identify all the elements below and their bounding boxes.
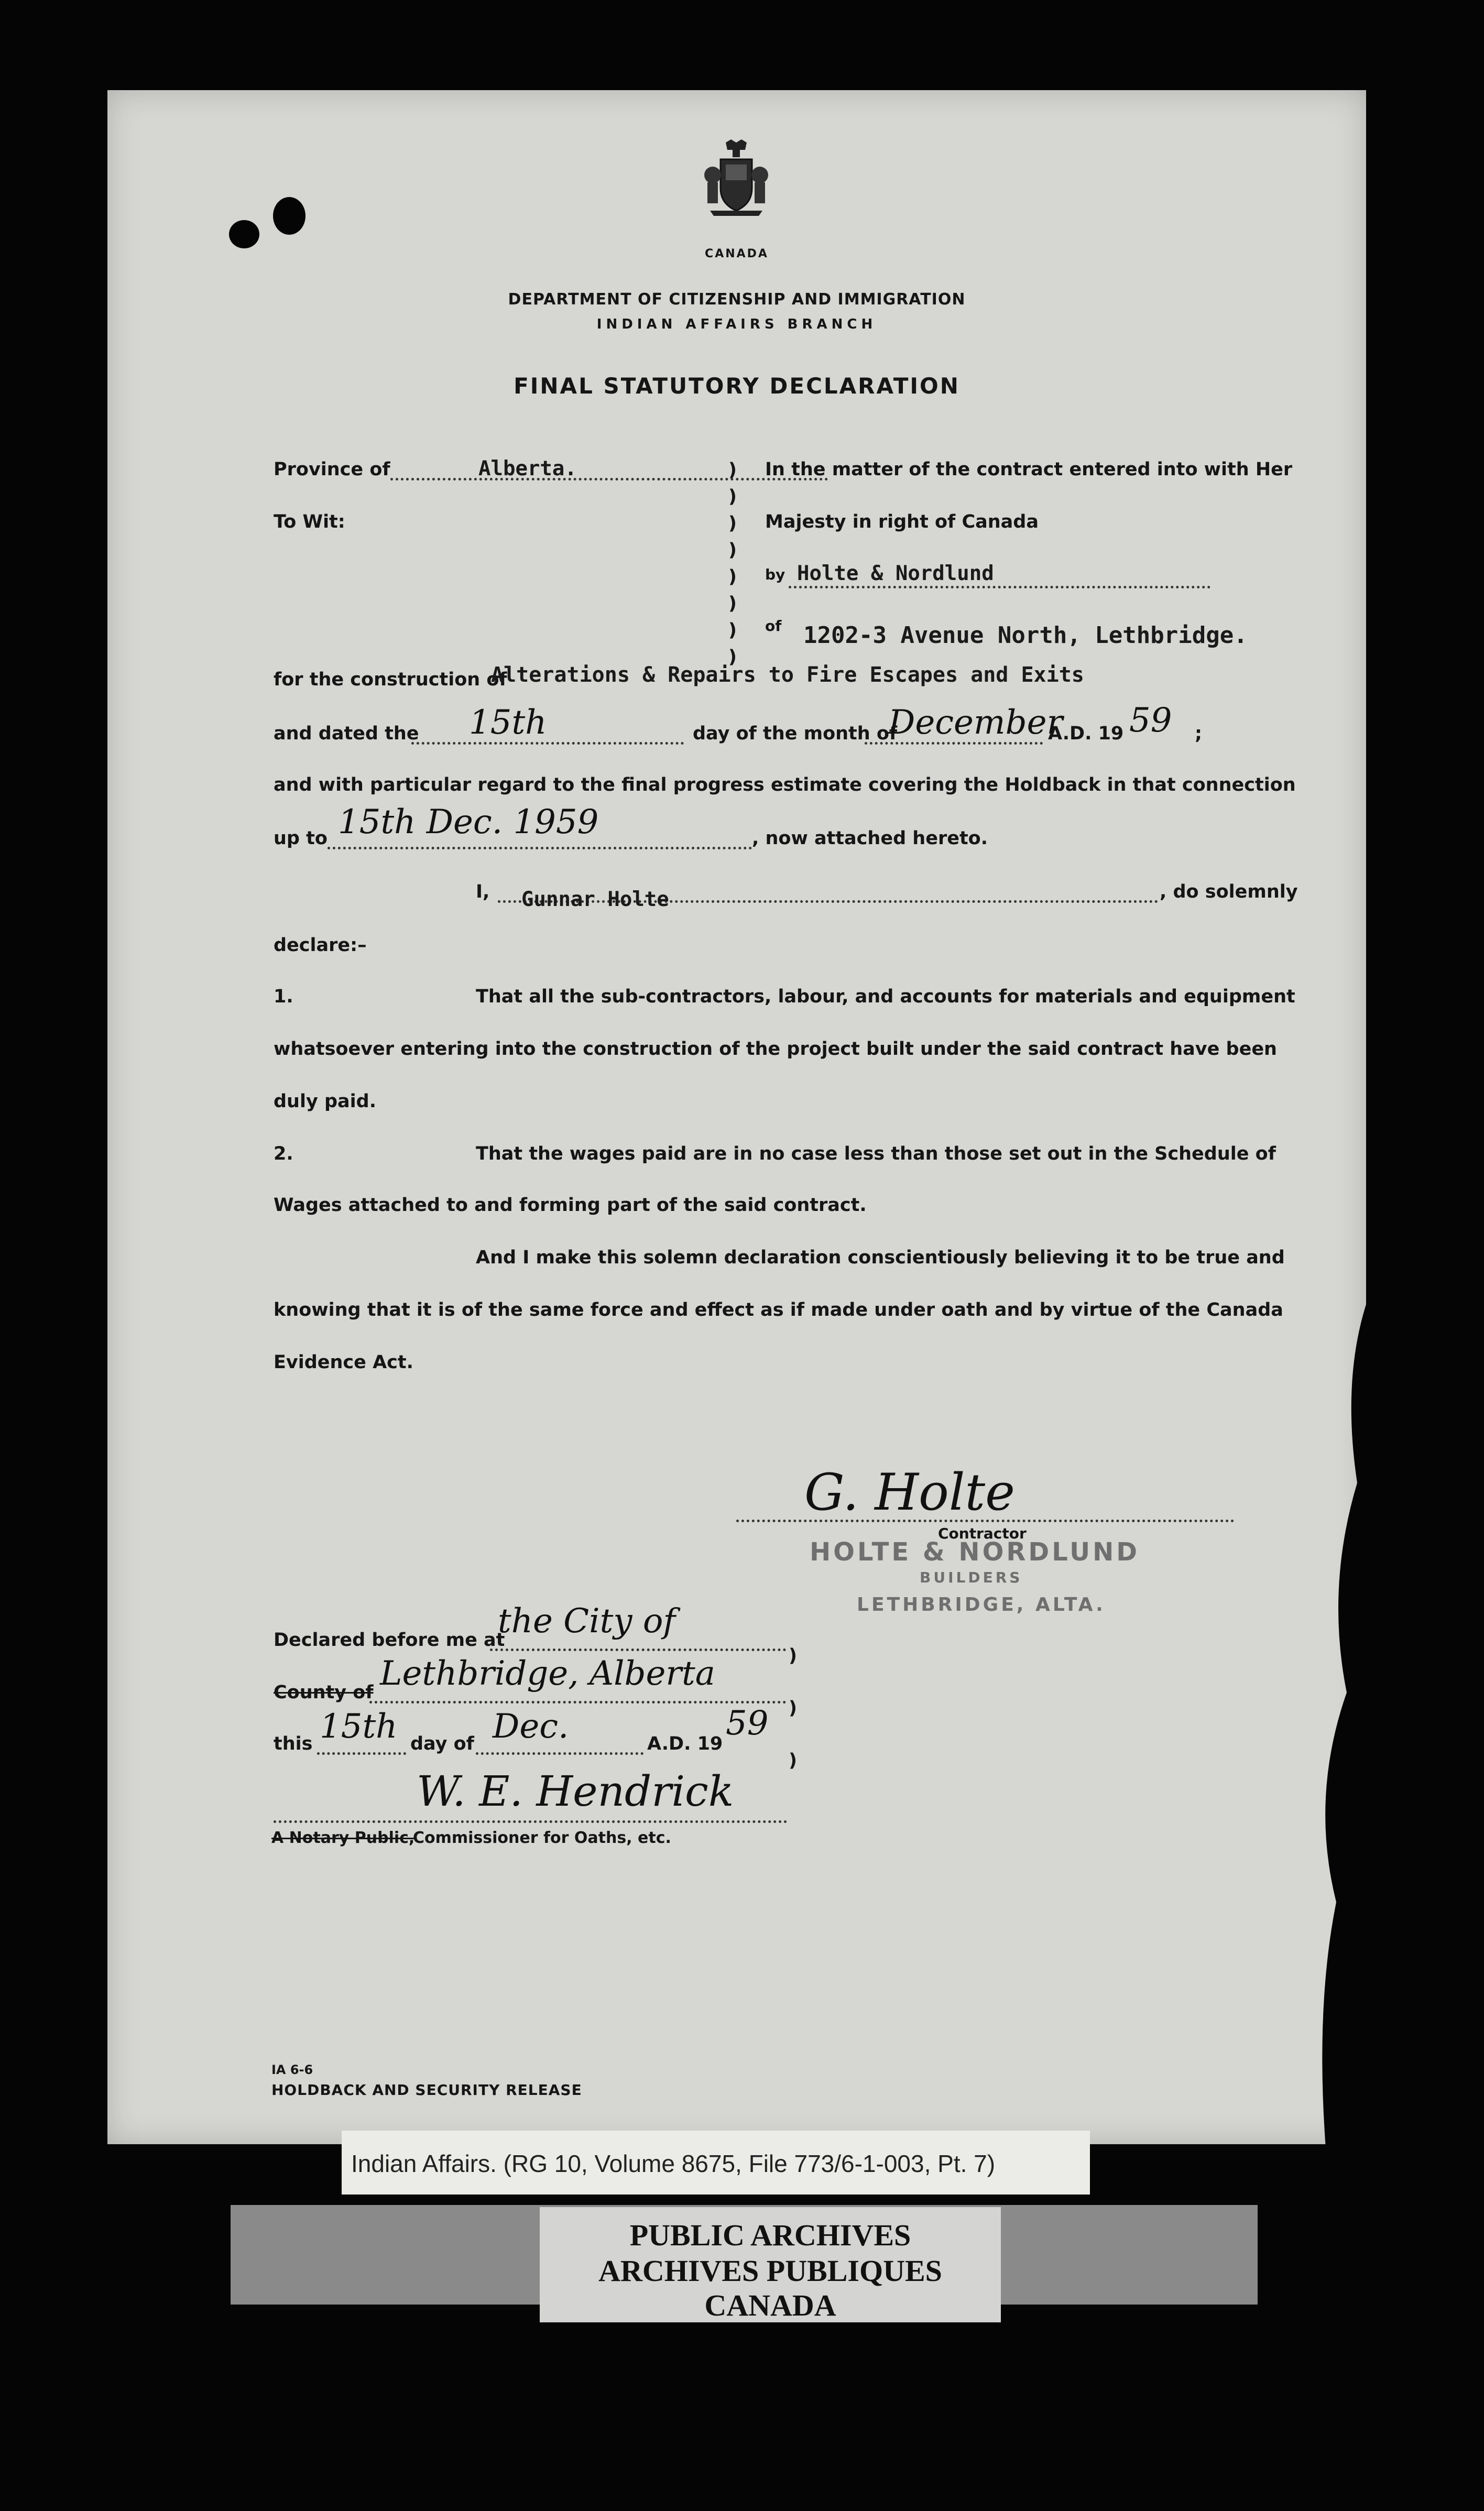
of-label: of	[765, 617, 782, 635]
year-value: 59	[1129, 701, 1172, 740]
declared-year-value: 59	[726, 1704, 769, 1743]
company-stamp-line-1: HOLTE & NORDLUND	[810, 1537, 1140, 1567]
clause-1-line-3: duly paid.	[274, 1091, 376, 1112]
form-title: HOLDBACK AND SECURITY RELEASE	[271, 2081, 582, 2099]
solemnly-text: , do solemnly	[1160, 881, 1298, 902]
torn-edge	[1279, 1221, 1373, 2148]
commissioner-signature: W. E. Hendrick	[417, 1767, 734, 1816]
declared-bracket: ) ) )	[789, 1645, 797, 1771]
this-label: this	[274, 1733, 313, 1754]
canada-coat-of-arms-icon	[702, 138, 770, 217]
i-label: I,	[476, 881, 490, 902]
punch-hole	[229, 220, 259, 248]
branch-heading: INDIAN AFFAIRS BRANCH	[596, 316, 877, 332]
regard-text: and with particular regard to the final progress estimate covering the Holdback in that connection	[274, 774, 1296, 795]
declare-text: declare:–	[274, 935, 367, 956]
province-label: Province of	[274, 459, 390, 480]
archive-line-1: PUBLIC ARCHIVES	[629, 2218, 911, 2252]
clause-2-number: 2.	[274, 1143, 293, 1164]
attached-text: , now attached hereto.	[752, 828, 988, 849]
up-to-value: 15th Dec. 1959	[338, 803, 599, 842]
declared-label: Declared before me at	[274, 1630, 505, 1651]
declarant-name-value: Gunnar Holte	[521, 888, 669, 911]
closing-line-2: knowing that it is of the same force and effect as if made under oath and by virtue of the Canada	[274, 1300, 1283, 1320]
commissioner-label: Commissioner for Oaths, etc.	[413, 1829, 671, 1847]
declared-ad-label: A.D. 19	[647, 1733, 723, 1754]
clause-1-line-2: whatsoever entering into the construction of the project built under the said contract have been	[274, 1039, 1277, 1060]
construction-value: Alterations & Repairs to Fire Escapes and Exits	[491, 663, 1084, 687]
closing-line-1: And I make this solemn declaration conscientiously believing it to be true and	[476, 1247, 1285, 1268]
closing-line-3: Evidence Act.	[274, 1352, 413, 1373]
month-value: December	[888, 703, 1063, 742]
notary-label: A Notary Public,	[271, 1829, 415, 1847]
punch-hole	[273, 197, 305, 235]
province-value: Alberta.	[478, 457, 577, 481]
bracket-column: ) ) ) ) ) ) ) )	[728, 460, 737, 668]
day-of-label: day of	[410, 1733, 474, 1754]
to-wit-label: To Wit:	[274, 511, 345, 532]
contractor-name-value: Holte & Nordlund	[797, 562, 994, 585]
archive-reference-label	[342, 2131, 1090, 2195]
declared-day-value: 15th	[320, 1707, 398, 1746]
up-to-label: up to	[274, 828, 328, 849]
declared-month-value: Dec.	[493, 1707, 569, 1746]
dated-day-value: 15th	[469, 703, 547, 742]
form-number: IA 6-6	[271, 2062, 313, 2077]
department-heading: DEPARTMENT OF CITIZENSHIP AND IMMIGRATION	[508, 290, 966, 309]
contractor-label: Contractor	[938, 1525, 1027, 1542]
clause-1-number: 1.	[274, 986, 293, 1007]
declared-place-value: the City of	[498, 1602, 676, 1641]
county-value: Lethbridge, Alberta	[380, 1654, 715, 1693]
clause-1-line-1: That all the sub-contractors, labour, and accounts for materials and equipment	[476, 986, 1295, 1007]
dated-label: and dated the	[274, 723, 419, 744]
company-stamp-line-3: LETHBRIDGE, ALTA.	[857, 1594, 1106, 1615]
by-label: by	[765, 566, 785, 583]
page-title: FINAL STATUTORY DECLARATION	[514, 373, 960, 399]
ad-label: A.D. 19	[1048, 723, 1124, 744]
document-sheet	[107, 90, 1366, 2144]
archive-line-3: CANADA	[704, 2288, 836, 2322]
matter-line-2: Majesty in right of Canada	[765, 511, 1039, 532]
clause-2-line-2: Wages attached to and forming part of the said contract.	[274, 1195, 867, 1216]
clause-2-line-1: That the wages paid are in no case less than those set out in the Schedule of	[476, 1143, 1276, 1164]
month-label: day of the month of	[693, 723, 898, 744]
archive-reference-text: Indian Affairs. (RG 10, Volume 8675, File 773/6-1-003, Pt. 7)	[351, 2150, 996, 2177]
dated-end: ;	[1195, 723, 1202, 744]
county-label: County of	[274, 1682, 374, 1703]
matter-line-1: In the matter of the contract entered into with Her	[765, 459, 1293, 480]
contractor-address-value: 1202-3 Avenue North, Lethbridge.	[803, 622, 1248, 649]
archive-line-2: ARCHIVES PUBLIQUES	[598, 2254, 942, 2288]
contractor-signature: G. Holte	[804, 1463, 1015, 1522]
company-stamp-line-2: BUILDERS	[920, 1569, 1023, 1586]
country-label: CANADA	[705, 247, 769, 260]
construction-label: for the construction of	[274, 669, 507, 690]
